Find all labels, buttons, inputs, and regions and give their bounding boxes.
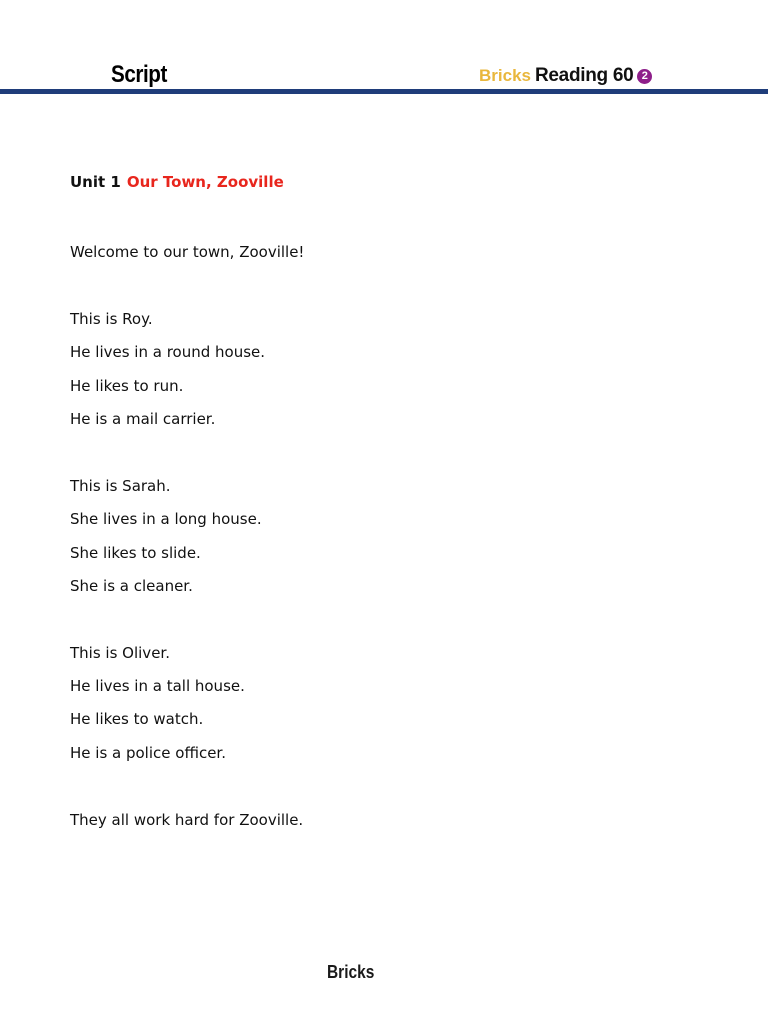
script-line: He likes to run.: [70, 376, 184, 395]
script-line: He lives in a tall house.: [70, 677, 245, 696]
script-line: He is a mail carrier.: [70, 409, 216, 428]
script-line: They all work hard for Zooville.: [70, 810, 304, 829]
unit-label: Unit 1: [70, 173, 121, 191]
unit-heading: [70, 170, 710, 194]
script-line: Welcome to our town, Zooville!: [70, 243, 305, 261]
spacer: [70, 603, 710, 636]
unit-title: Our Town, Zooville: [126, 173, 284, 191]
level-badge: 2: [637, 69, 652, 84]
script-line: He lives in a round house.: [70, 343, 266, 362]
script-body: [70, 170, 710, 837]
script-line: This is Sarah.: [70, 476, 171, 495]
script-line: She is a cleaner.: [70, 576, 193, 595]
script-line: He likes to watch.: [70, 710, 204, 729]
script-line: She lives in a long house.: [70, 510, 262, 529]
paragraph-welcome: [70, 236, 710, 269]
paragraph-sarah: [70, 470, 710, 604]
brand-reading-text: Reading 60: [534, 65, 634, 86]
page-title: Script: [111, 61, 167, 88]
script-line: This is Oliver.: [70, 643, 170, 662]
spacer: [70, 436, 710, 469]
brand-bricks-text: Bricks: [479, 66, 531, 85]
spacer: [70, 194, 710, 236]
paragraph-closing: [70, 804, 710, 837]
spacer: [70, 269, 710, 302]
paragraph-oliver: [70, 637, 710, 771]
script-line: She likes to slide.: [70, 543, 201, 562]
script-line: He is a police officer.: [70, 743, 226, 762]
header-divider: [0, 89, 768, 94]
spacer: [70, 770, 710, 803]
script-line: This is Roy.: [70, 309, 153, 328]
page-header: [0, 0, 768, 96]
footer-logo: Bricks: [327, 962, 375, 982]
brand-logo: [479, 63, 652, 89]
paragraph-roy: [70, 303, 710, 437]
